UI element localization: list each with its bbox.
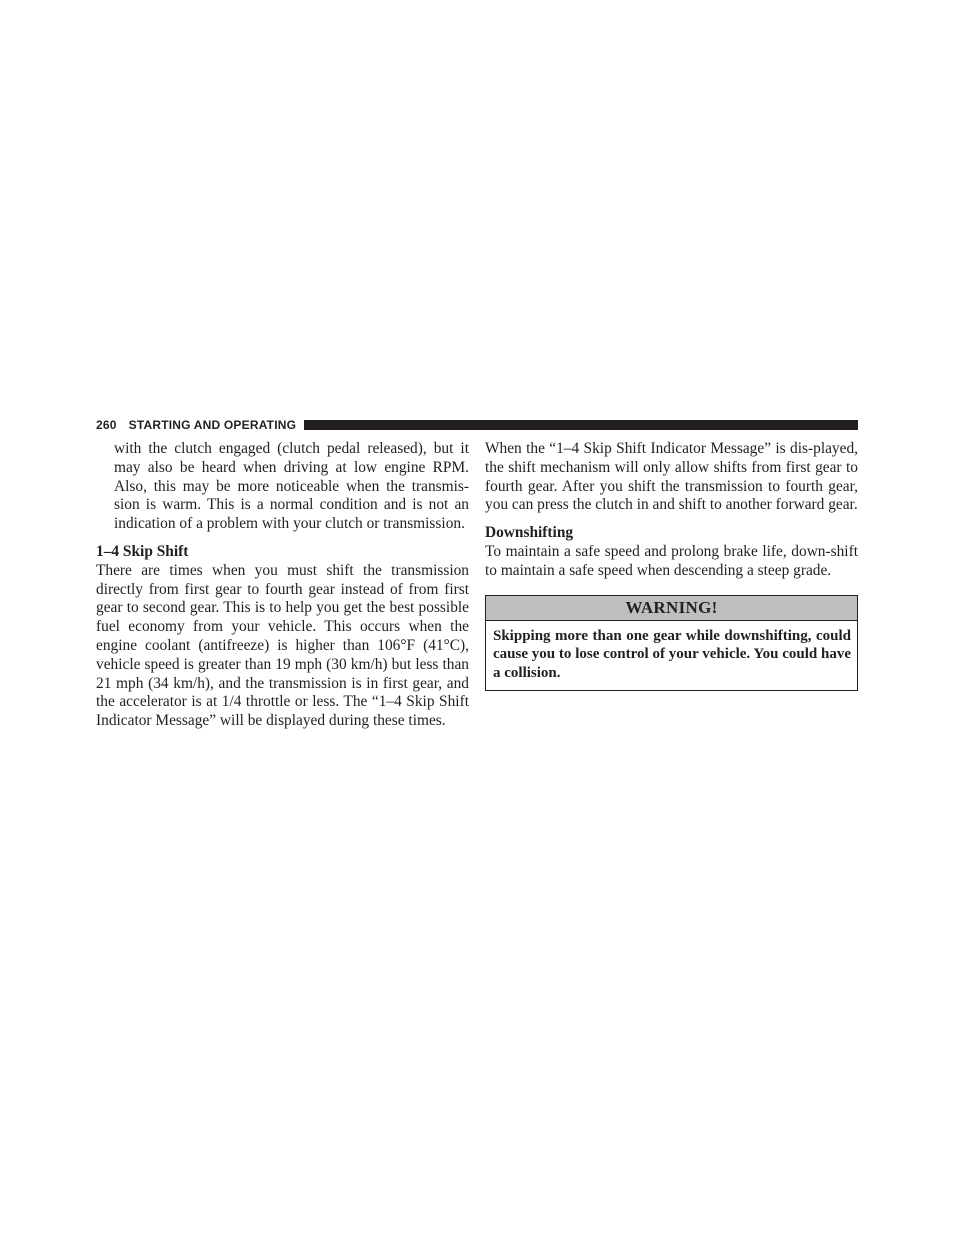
right-column (485, 440, 858, 691)
continued-paragraph: with the clutch engaged (clutch pedal released), but it may also be heard when driving at low engine RPM. Also, this may be more noticeable when the transmis-sion is warm. This is a normal condition and is not an indication of a problem with your clutch or transmission. (114, 440, 469, 533)
skip-shift-heading: 1–4 Skip Shift (96, 542, 189, 560)
downshifting-heading: Downshifting (485, 524, 574, 542)
left-column (96, 440, 469, 731)
header-rule (304, 420, 858, 430)
downshifting-paragraph: To maintain a safe speed and prolong brake life, down-shift to maintain a safe speed when descending a steep grade. (485, 542, 858, 579)
page-number: 260 (96, 418, 117, 432)
section-title: STARTING AND OPERATING (128, 418, 297, 432)
warning-body: Skipping more than one gear while downshifting, could cause you to lose control of your vehicle. You could have a collision. (493, 627, 851, 682)
warning-title: WARNING! (486, 596, 857, 621)
page-header (96, 416, 858, 434)
indicator-paragraph: When the “1–4 Skip Shift Indicator Message” is dis-played, the shift mechanism will only allow shifts from first gear to fourth gear. After you shift the transmission to fourth gear, you can press the clutch in and shift to another forward gear. (485, 440, 858, 514)
warning-box (485, 595, 858, 691)
skip-shift-paragraph: There are times when you must shift the transmission directly from first gear to fourth gear instead of from first gear to second gear. This is to help you get the best possible fuel economy from your vehicle. This occurs when the engine coolant (antifreeze) is higher than 106°F (41°C), vehicle speed is greater than 19 mph (30 km/h) but less than 21 mph (34 km/h), and the transmission is in first gear, and the accelerator is at 1/4 throttle or less. The “1–4 Skip Shift Indicator Message” will be displayed during these times. (96, 561, 469, 730)
